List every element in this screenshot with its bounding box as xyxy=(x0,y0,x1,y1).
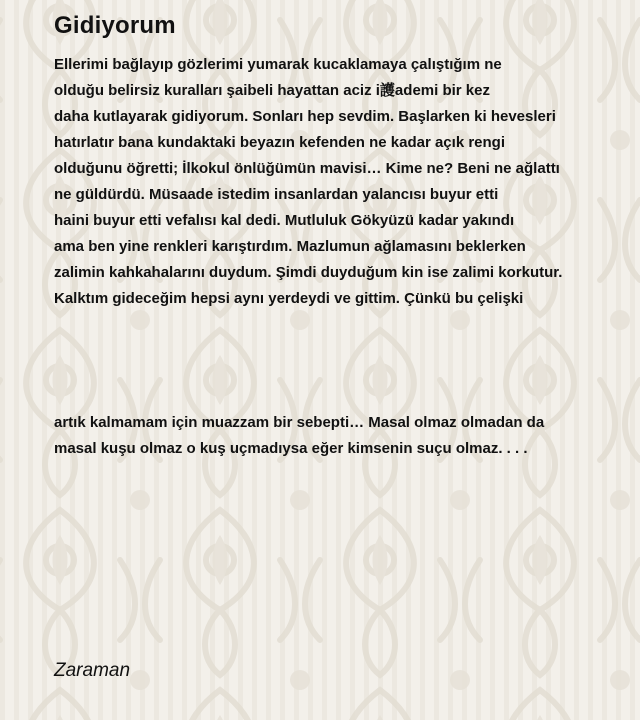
poem-line: Kalktım gideceğim hepsi aynı yerdeydi ve gittim. Çünkü bu çelişki xyxy=(54,290,524,307)
poem-line: ne güldürdü. Müsaade istedim insanlardan yalancısı buyur etti xyxy=(54,186,499,203)
poem-line: daha kutlayarak gidiyorum. Sonları hep sevdim. Başlarken ki hevesleri xyxy=(54,108,556,125)
poem-line: ama ben yine renkleri karıştırdım. Mazlumun ağlamasını beklerken xyxy=(54,238,526,255)
poem-line: artık kalmamam için muazzam bir sebepti… Masal olmaz olmadan da xyxy=(54,414,545,431)
poem-line: hatırlatır bana kundaktaki beyazın kefenden ne kadar açık rengi xyxy=(54,134,505,151)
poem-line: Ellerimi bağlayıp gözlerimi yumarak kucaklamaya çalıştığım ne xyxy=(54,56,502,73)
poem-line: olduğu belirsiz kuralları şaibeli hayattan aciz i護ademi bir kez xyxy=(54,82,490,99)
poem-line: haini buyur etti vefalısı kal dedi. Mutluluk Gökyüzü kadar yakındı xyxy=(54,212,515,229)
poem-stanza-1 xyxy=(54,52,562,312)
poem-stanza-2 xyxy=(54,410,544,462)
poem-line: olduğunu öğretti; İlkokul önlüğümün mavisi… Kime ne? Beni ne ağlattı xyxy=(54,160,560,177)
poem-author: Zaraman xyxy=(54,660,131,681)
poem-line: zalimin kahkahalarını duydum. Şimdi duyduğum kin ise zalimi korkutur. xyxy=(54,264,563,281)
poem-container xyxy=(54,0,614,720)
poem-title: Gidiyorum xyxy=(54,12,176,39)
poem-line: masal kuşu olmaz o kuş uçmadıysa eğer kimsenin suçu olmaz. . . . xyxy=(54,440,528,457)
